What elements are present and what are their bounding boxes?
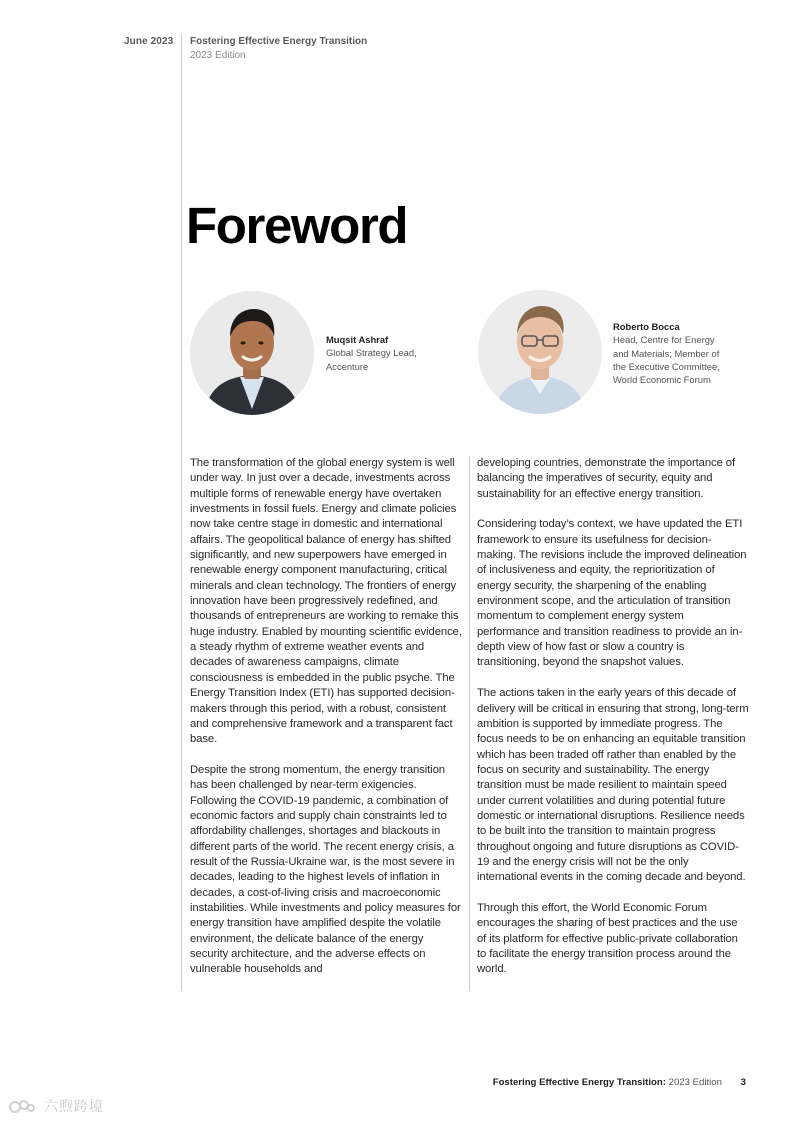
author-photo-muqsit-ashraf — [190, 291, 314, 415]
author-name: Roberto Bocca — [613, 321, 680, 332]
body-paragraph: The actions taken in the early years of this decade of delivery will be critical in ensuring that strong, long-term ambition is supported by immediate progress. The focus needs to be on enhancing an equitable transition which has been traded off rather than enabled by the focus on security and sustainability. The energy transition must be made resilient to maintain speed under current volatilities and during potential future domestic or international disruptions. Resilience needs to be built into the transition to maintain progress throughout ongoing and future disruptions as COVID-19 and the energy crisis will not be the only international events in the coming decade and beyond. — [477, 687, 749, 884]
body-paragraph: Considering today’s context, we have updated the ETI framework to ensure its usefulness for decision-making. The revisions include the improved delineation of inclusiveness and equity, the reprioritization of energy security, the sharpening of the enabling environment scope, and the articulation of transition momentum to complement energy system performance and transition readiness to provide an in-depth view of how fast or slow a country is transitioning, beyond the snapshot values. — [477, 518, 747, 669]
body-paragraph: Through this effort, the World Economic Forum encourages the sharing of best practices and the use of its platform for effective public-private collaboration to facilitate the energy transition process around the world. — [477, 901, 738, 976]
header-date: June 2023 — [124, 36, 174, 47]
author-name: Muqsit Ashraf — [326, 334, 389, 345]
portrait-illustration — [478, 290, 602, 414]
author-role: Head, Centre for Energy and Materials; Member of the Executive Committee, World Economic Forum — [613, 334, 720, 386]
portrait-illustration — [190, 291, 314, 415]
page-number: 3 — [740, 1077, 746, 1088]
page-title: Foreword — [186, 197, 408, 254]
author-role: Global Strategy Lead, Accenture — [326, 347, 417, 372]
body-paragraph: Despite the strong momentum, the energy transition has been challenged by near-term exigencies. Following the COVID-19 pandemic, a combination of economic factors and supply chain constraints led to affordability challenges, shortages and blackouts in different parts of the world. The recent energy crisis, a result of the Russia-Ukraine war, is the most severe in decades, leading to the highest levels of inflation in decades, a cost-of-living crisis and macroeconomic instabilities. While investments and policy measures for energy transition have amplified despite the volatile environment, the delicate balance of the energy security architecture, and the adverse effects on vulnerable households and — [190, 763, 461, 976]
body-column-left — [190, 456, 462, 993]
footer-edition: 2023 Edition — [668, 1077, 722, 1088]
author-card-muqsit-ashraf — [326, 333, 444, 373]
header-edition: 2023 Edition — [190, 50, 246, 61]
author-card-roberto-bocca — [613, 320, 731, 386]
watermark — [8, 1096, 104, 1116]
column-divider — [469, 456, 470, 991]
body-paragraph: developing countries, demonstrate the importance of balancing the imperatives of security, equity and sustainability for an effective energy transition. — [477, 457, 736, 500]
footer-report-title: Fostering Effective Energy Transition: — [492, 1077, 666, 1088]
page-footer — [493, 1077, 746, 1088]
header-divider — [181, 34, 182, 991]
body-column-right — [477, 456, 749, 993]
watermark-text: 六煦跨境 — [43, 1098, 104, 1114]
author-photo-roberto-bocca — [478, 290, 602, 414]
body-paragraph: The transformation of the global energy system is well under way. In just over a decade, investments across multiple forms of renewable energy have overtaken investments in fossil fuels. Energy and climate policies now take centre stage in domestic and international affairs. The geopolitical balance of energy has shifted significantly, and new superpowers have emerged in renewable energy component manufacturing, critical minerals and clean technology. The frontiers of energy innovation have been progressively redefined, and thousands of entrepreneurs are working to remake this huge industry. Enabled by mounting scientific evidence, a steady rhythm of extreme weather events and decades of awareness campaigns, climate consciousness is embedded in the public psyche. The Energy Transition Index (ETI) has supported decision-makers through this period, with a robust, consistent and comprehensive framework and a transparent fact base. — [190, 457, 462, 746]
watermark-logo-icon — [8, 1098, 36, 1116]
header-report-title: Fostering Effective Energy Transition — [190, 36, 368, 47]
